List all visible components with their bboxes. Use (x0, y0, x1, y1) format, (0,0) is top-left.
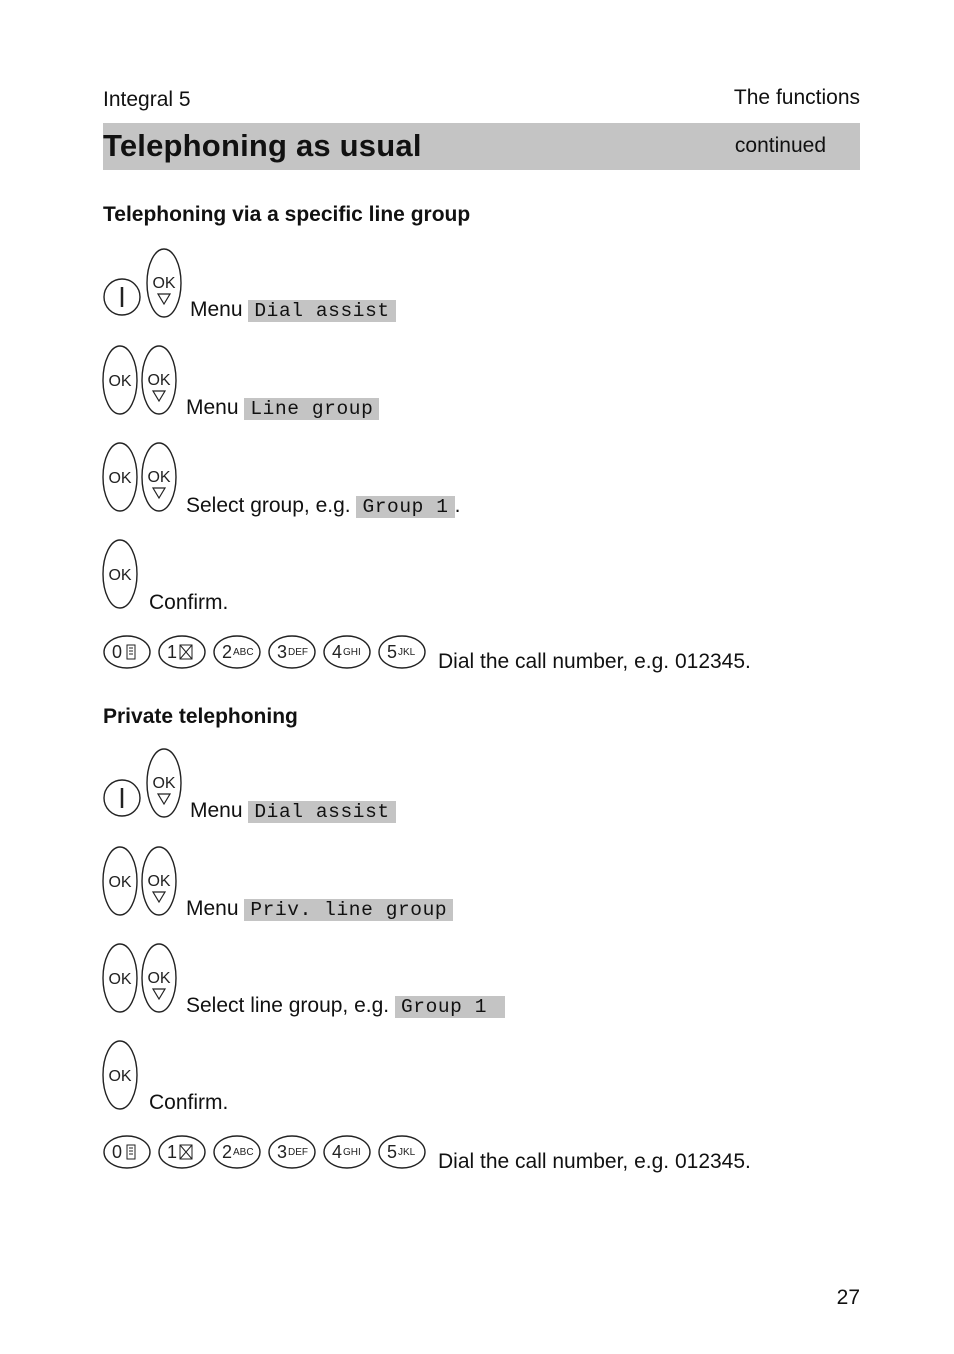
zero-key-icon (103, 1134, 153, 1170)
one-key-icon (158, 634, 208, 670)
key-digit: 4 (332, 642, 343, 662)
four-key-icon (323, 634, 373, 670)
s1-step3-text (186, 494, 460, 518)
two-key-icon (213, 634, 263, 670)
ok-key-label: OK (108, 1068, 132, 1085)
key-digit: 1 (167, 642, 178, 662)
s1-step1-lcd: Dial assist (248, 300, 395, 322)
key-letters: GHI (343, 647, 361, 658)
ok-key-label: OK (147, 469, 171, 486)
key-digit: 3 (277, 642, 288, 662)
s1-step1-prefix: Menu (190, 298, 249, 321)
ok-key-label: OK (147, 372, 171, 389)
ok-key-icon (102, 846, 138, 916)
s1-step2-prefix: Menu (186, 396, 245, 419)
five-key-icon (378, 1134, 428, 1170)
s2-step1-prefix: Menu (190, 799, 249, 822)
s2-step1-text (190, 799, 396, 823)
s2-number-keys (103, 1134, 433, 1170)
ok-key-icon (102, 943, 138, 1013)
ok-key-label: OK (152, 775, 176, 792)
four-key-icon (323, 1134, 373, 1170)
header-product-name: Integral 5 (103, 88, 191, 111)
key-digit: 0 (112, 642, 123, 662)
s1-step3-suffix: . (454, 494, 461, 517)
key-letters: GHI (343, 1147, 361, 1158)
key-letters: JKL (398, 1147, 416, 1158)
s1-step3-lcd: Group 1 (356, 496, 454, 518)
s2-step2-lcd: Priv. line group (244, 899, 453, 921)
s1-step2-lcd: Line group (244, 398, 379, 420)
s2-step1-lcd: Dial assist (248, 801, 395, 823)
key-digit: 2 (222, 1142, 233, 1162)
key-letters: JKL (398, 647, 416, 658)
section-heading-private: Private telephoning (103, 705, 298, 728)
ok-key-label: OK (147, 873, 171, 890)
ok-key-label: OK (147, 970, 171, 987)
s1-step1-text (190, 298, 396, 322)
three-key-icon (268, 1134, 318, 1170)
ok-down-key-icon (141, 943, 177, 1013)
key-digit: 2 (222, 642, 233, 662)
key-digit: 3 (277, 1142, 288, 1162)
key-letters: ABC (233, 1147, 254, 1158)
s1-step5-text: Dial the call number, e.g. 012345. (438, 650, 751, 673)
line-key-icon (103, 779, 141, 817)
key-letters: ABC (233, 647, 254, 658)
key-digit: 1 (167, 1142, 178, 1162)
section-heading-line-group: Telephoning via a specific line group (103, 203, 471, 226)
two-key-icon (213, 1134, 263, 1170)
continued-label: continued (734, 134, 826, 157)
key-digit: 4 (332, 1142, 343, 1162)
zero-key-icon (103, 634, 153, 670)
s2-step4-text: Confirm. (149, 1091, 229, 1114)
s2-step3-prefix: Select line group, e.g. (186, 994, 395, 1017)
page-number: 27 (836, 1286, 860, 1309)
ok-key-icon (102, 1040, 138, 1110)
key-letters: DEF (288, 647, 308, 658)
key-digit: 0 (112, 1142, 123, 1162)
s2-step3-lcd: Group 1 (395, 996, 505, 1018)
ok-key-label: OK (152, 275, 176, 292)
s1-number-keys (103, 634, 433, 670)
ok-key-icon (102, 345, 138, 415)
page-title: Telephoning as usual (103, 128, 422, 163)
five-key-icon (378, 634, 428, 670)
ok-down-key-icon (146, 748, 182, 818)
title-bar (103, 123, 860, 170)
header-chapter-name: The functions (733, 86, 860, 109)
one-key-icon (158, 1134, 208, 1170)
key-digit: 5 (387, 1142, 398, 1162)
s2-step5-text: Dial the call number, e.g. 012345. (438, 1150, 751, 1173)
ok-down-key-icon (141, 846, 177, 916)
ok-key-icon (102, 539, 138, 609)
ok-key-label: OK (108, 373, 132, 390)
ok-key-label: OK (108, 567, 132, 584)
s1-step4-text: Confirm. (149, 591, 229, 614)
ok-down-key-icon (141, 442, 177, 512)
s1-step3-prefix: Select group, e.g. (186, 494, 357, 517)
key-letters: DEF (288, 1147, 308, 1158)
ok-down-key-icon (146, 248, 182, 318)
ok-down-key-icon (141, 345, 177, 415)
line-key-icon (103, 278, 141, 316)
s2-step2-text (186, 897, 453, 921)
ok-key-label: OK (108, 971, 132, 988)
s2-step3-text (186, 994, 505, 1018)
ok-key-label: OK (108, 470, 132, 487)
s2-step2-prefix: Menu (186, 897, 245, 920)
ok-key-label: OK (108, 874, 132, 891)
s1-step2-text (186, 396, 379, 420)
key-digit: 5 (387, 642, 398, 662)
three-key-icon (268, 634, 318, 670)
ok-key-icon (102, 442, 138, 512)
